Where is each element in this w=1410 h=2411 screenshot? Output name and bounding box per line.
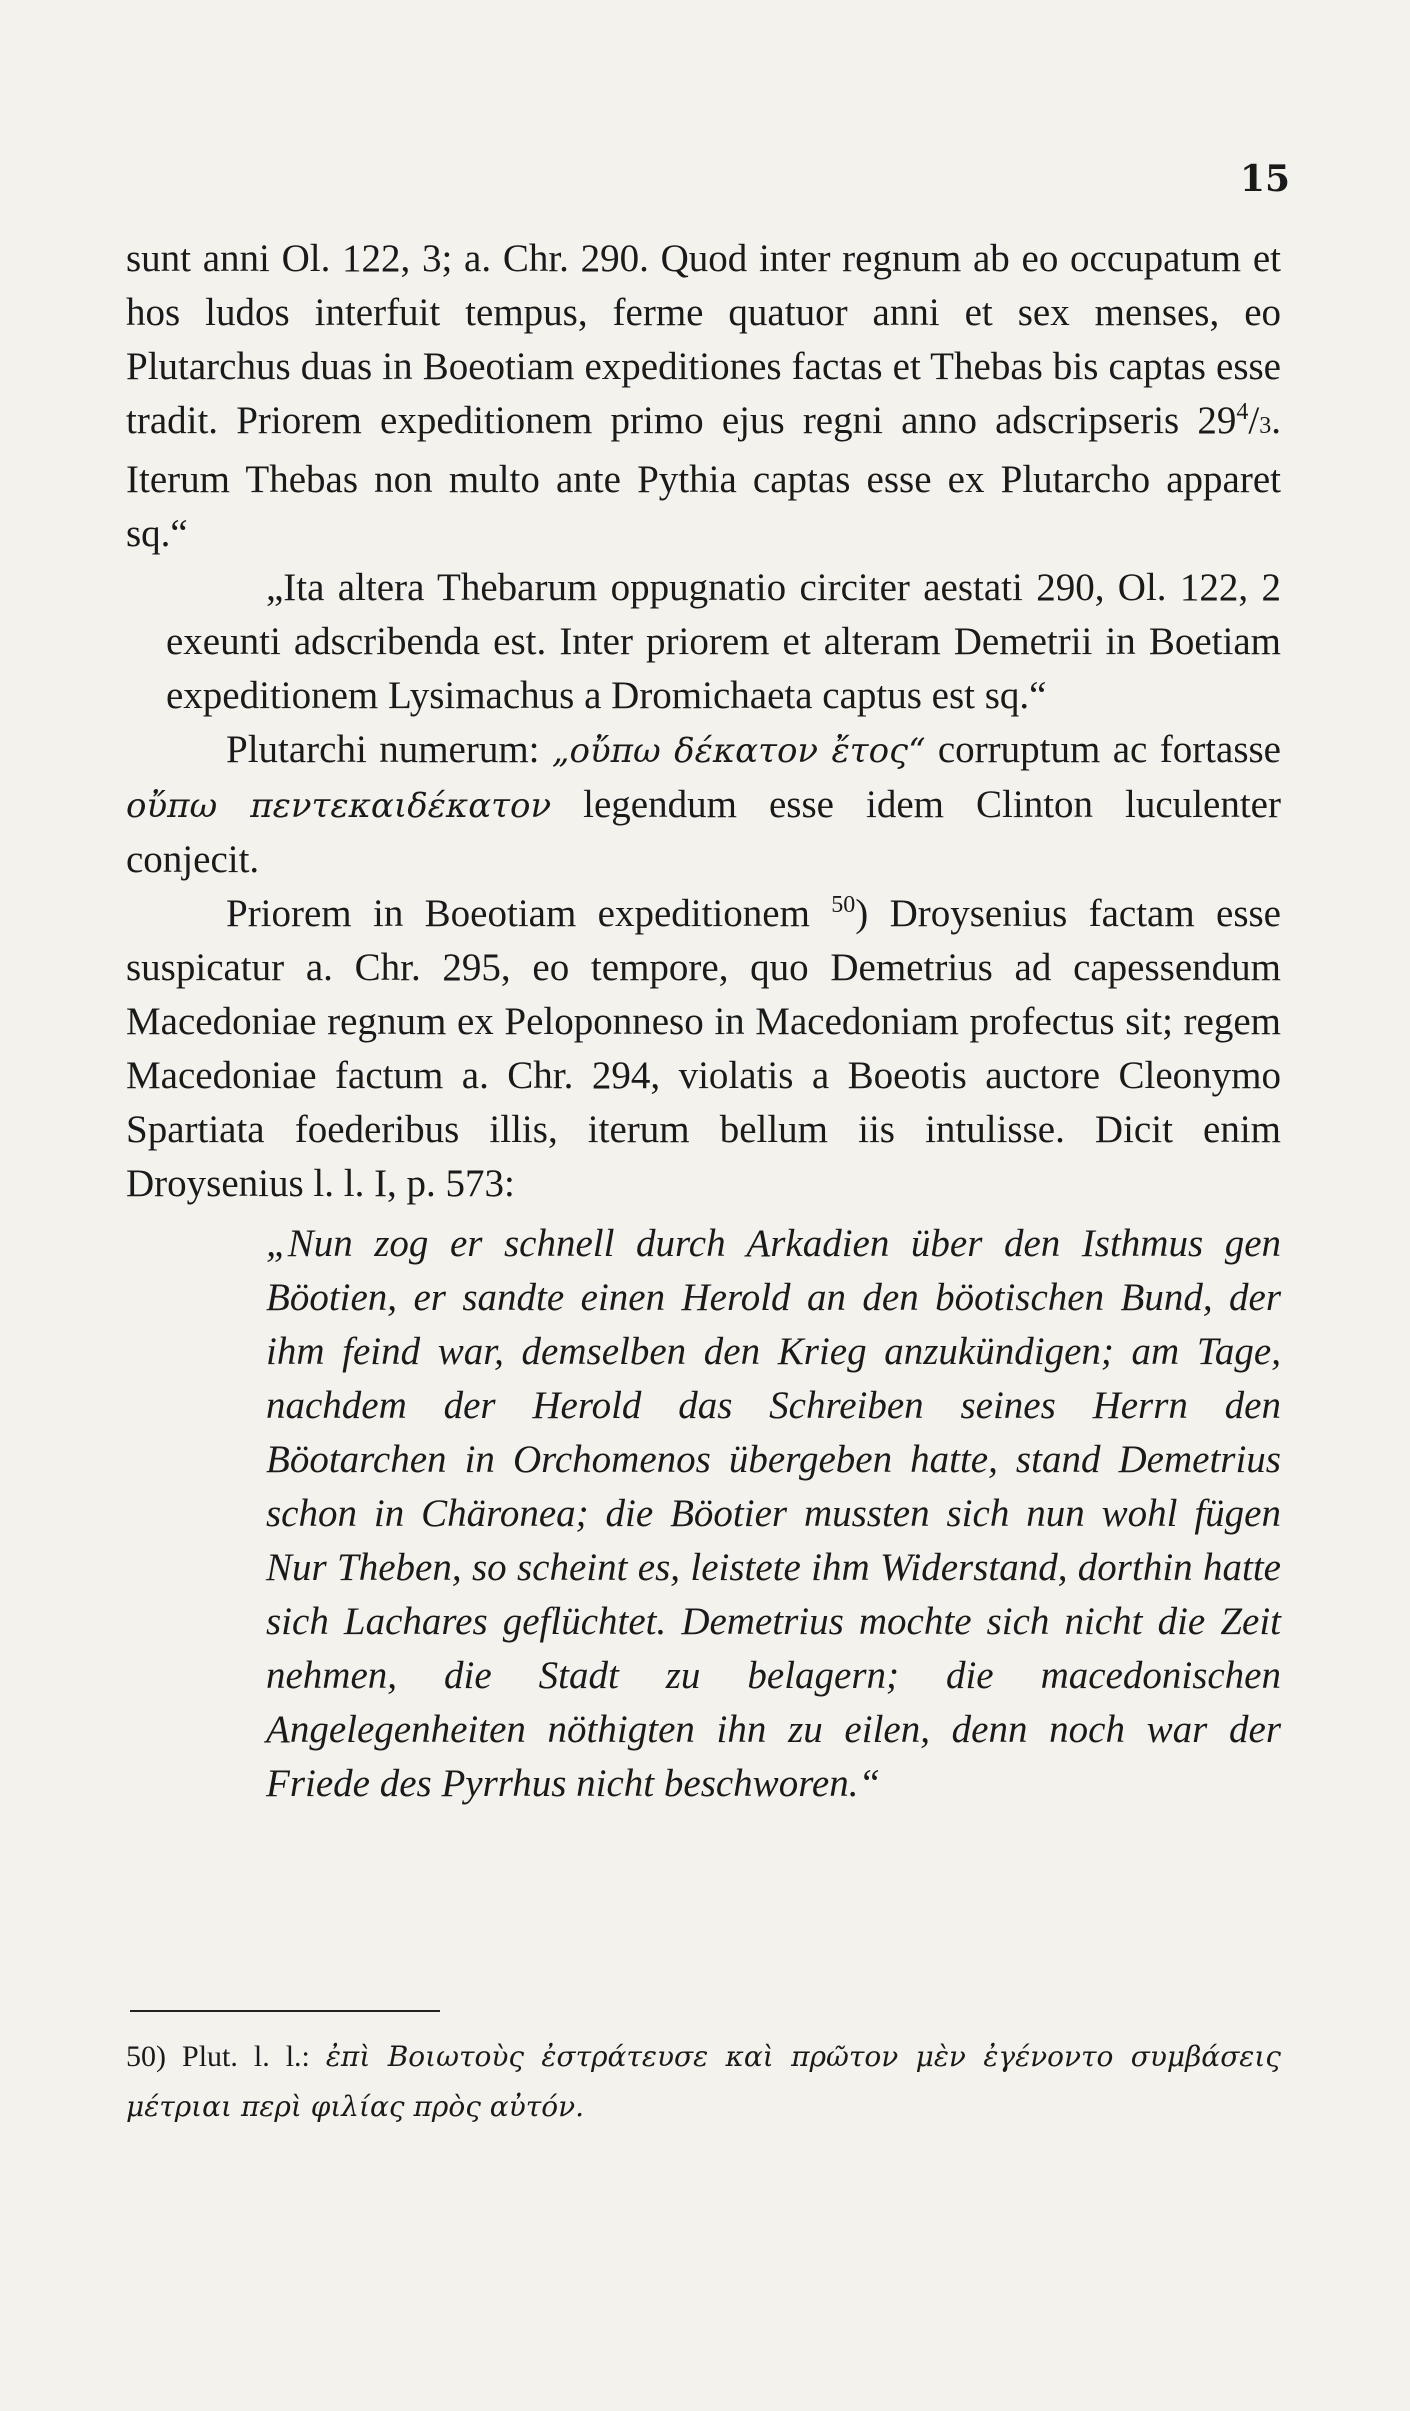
footnote-ref-50[interactable]: 50: [831, 892, 856, 918]
fraction-numerator: 4: [1236, 399, 1249, 425]
footnote-greek: ἐπὶ Βοιωτοὺς ἐστράτευσε καὶ πρῶτον μὲν ἐγένοντο συμβάσεις μέτριαι περὶ φιλίας πρὸς αὐτόν.: [126, 2040, 1281, 2123]
paragraph-3-start: Priorem in Boeotiam expeditionem: [226, 892, 832, 935]
quote-block: „Ita altera Thebarum oppugnatio circiter aestati 290, Ol. 122, 2 exeunti adscribenda est. Inter priorem et alteram Demetrii in Boetiam expeditionem Lysimachus a Dromichaeta captus est sq.“: [166, 566, 1281, 717]
paragraph-1: sunt anni Ol. 122, 3; a. Chr. 290. Quod inter regnum ab eo occupatum et hos ludos interfuit tempus, ferme quatuor anni et sex menses, eo Plutarchus duas in Boeotiam expeditiones factas et Thebas bis captas esse tradit. Priorem expeditionem primo ejus regni anno adscripseris $29^4/3$. Iterum Thebas non multo ante Pythia captas esse ex Plutarcho apparet sq.“: [126, 237, 1281, 555]
greek-phrase-1: „οὔπω δέκατον ἔτος“: [551, 731, 926, 771]
paragraph-1-text: sunt anni Ol. 122, 3; a. Chr. 290. Quod inter regnum ab eo occupatum et hos ludos interfuit tempus, ferme quatuor anni et sex menses, eo Plutarchus duas in Boeotiam expeditiones factas et Thebas bis captas esse tradit. Priorem expeditionem primo ejus regni anno adscripseris 29: [126, 237, 1281, 442]
fraction-denominator: 3: [1259, 413, 1272, 439]
page-number: 15: [1240, 158, 1291, 200]
footnotes: [126, 2032, 1281, 2132]
paragraph-3-rest: ) Droysenius factam esse suspicatur a. Chr. 295, eo tempore, quo Demetrius ad capessendum Macedoniae regnum ex Peloponneso in Macedoniam profectus sit; regem Macedoniae factum a. Chr. 294, violatis a Boeotis auctore Cleonymo Spartiata foederibus illis, iterum bellum iis intulisse. Dicit enim Droysenius l. l. I, p. 573:: [126, 892, 1281, 1205]
footnote-label: 50) Plut. l. l.:: [126, 2040, 326, 2073]
paragraph-2: [126, 723, 1281, 887]
german-quote-text: „Nun zog er schnell durch Arkadien über den Isthmus gen Böotien, er sandte einen Herold an den böotischen Bund, der ihm feind war, demselben den Krieg anzukündigen; am Tage, nachdem der Herold das Schreiben seines Herrn den Böotarchen in Orchomenos übergeben hatte, stand Demetrius schon in Chäronea; die Böotier mussten sich nun wohl fügen Nur Theben, so scheint es, leistete ihm Widerstand, dorthin hatte sich Lachares geflüchtet. Demetrius mochte sich nicht die Zeit nehmen, die Stadt zu belagern; die macedonischen Angelegenheiten nöthigten ihn zu eilen, denn noch war der Friede des Pyrrhus nicht beschworen.“: [266, 1222, 1281, 1805]
paragraph-1-end: . Iterum Thebas non multo ante Pythia captas esse ex Plutarcho apparet sq.“: [126, 399, 1281, 555]
paragraph-2-mid: corruptum ac fortasse: [925, 728, 1281, 771]
paragraph-2-start: Plutarchi numerum:: [226, 728, 552, 771]
footnote-divider: [130, 2010, 440, 2012]
paragraph-2-end: legendum esse idem Clinton luculenter conjecit.: [126, 783, 1281, 881]
paragraph-3: [126, 887, 1281, 1211]
body-text: [126, 232, 1281, 1811]
greek-phrase-2: οὔπω πεντεκαιδέκατον: [126, 786, 552, 826]
german-quote: [126, 1217, 1281, 1811]
